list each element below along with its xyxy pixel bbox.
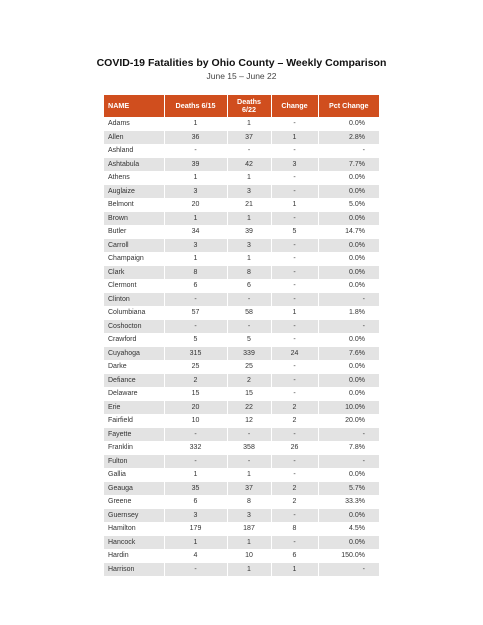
cell-deaths-6-22: - <box>227 144 271 158</box>
cell-pct-change: 0.0% <box>318 266 379 280</box>
cell-pct-change: 14.7% <box>318 225 379 239</box>
cell-change: 1 <box>271 306 318 320</box>
cell-pct-change: 33.3% <box>318 495 379 509</box>
table-row <box>104 306 379 320</box>
header-change: Change <box>271 95 318 117</box>
cell-deaths-6-22: 2 <box>227 374 271 388</box>
cell-deaths-6-22: 39 <box>227 225 271 239</box>
cell-deaths-6-15: 6 <box>164 279 227 293</box>
cell-change: - <box>271 252 318 266</box>
cell-deaths-6-22: - <box>227 455 271 469</box>
cell-pct-change: 7.6% <box>318 347 379 361</box>
cell-change: - <box>271 387 318 401</box>
cell-county-name: Darke <box>104 360 164 374</box>
cell-deaths-6-22: - <box>227 293 271 307</box>
cell-change: 6 <box>271 549 318 563</box>
cell-change: 2 <box>271 482 318 496</box>
table-row <box>104 266 379 280</box>
table-row <box>104 414 379 428</box>
cell-deaths-6-22: 339 <box>227 347 271 361</box>
cell-change: - <box>271 333 318 347</box>
cell-county-name: Defiance <box>104 374 164 388</box>
cell-pct-change: 0.0% <box>318 374 379 388</box>
cell-pct-change: - <box>318 428 379 442</box>
cell-deaths-6-22: 3 <box>227 509 271 523</box>
table-row <box>104 428 379 442</box>
cell-pct-change: - <box>318 320 379 334</box>
cell-deaths-6-22: 1 <box>227 468 271 482</box>
cell-county-name: Hardin <box>104 549 164 563</box>
cell-deaths-6-22: 8 <box>227 495 271 509</box>
table-row <box>104 482 379 496</box>
header-name: NAME <box>104 95 164 117</box>
cell-pct-change: 0.0% <box>318 509 379 523</box>
cell-county-name: Brown <box>104 212 164 226</box>
cell-deaths-6-22: 37 <box>227 131 271 145</box>
cell-deaths-6-15: 15 <box>164 387 227 401</box>
cell-deaths-6-22: 6 <box>227 279 271 293</box>
cell-county-name: Fulton <box>104 455 164 469</box>
cell-pct-change: 0.0% <box>318 185 379 199</box>
cell-pct-change: 0.0% <box>318 468 379 482</box>
table-row <box>104 455 379 469</box>
cell-change: 24 <box>271 347 318 361</box>
cell-deaths-6-15: 3 <box>164 239 227 253</box>
table-row <box>104 279 379 293</box>
cell-pct-change: 150.0% <box>318 549 379 563</box>
cell-county-name: Belmont <box>104 198 164 212</box>
cell-deaths-6-15: - <box>164 455 227 469</box>
cell-change: 5 <box>271 225 318 239</box>
cell-county-name: Cuyahoga <box>104 347 164 361</box>
table-row <box>104 549 379 563</box>
header-deaths-6-15: Deaths 6/15 <box>164 95 227 117</box>
cell-deaths-6-22: 3 <box>227 185 271 199</box>
cell-change: - <box>271 239 318 253</box>
cell-deaths-6-15: 20 <box>164 198 227 212</box>
cell-deaths-6-22: - <box>227 320 271 334</box>
cell-deaths-6-15: - <box>164 293 227 307</box>
table-row <box>104 522 379 536</box>
cell-deaths-6-22: 1 <box>227 212 271 226</box>
cell-deaths-6-15: 35 <box>164 482 227 496</box>
cell-county-name: Geauga <box>104 482 164 496</box>
cell-change: - <box>271 293 318 307</box>
cell-change: - <box>271 455 318 469</box>
cell-deaths-6-22: 22 <box>227 401 271 415</box>
header-deaths-6-22: Deaths 6/22 <box>227 95 271 117</box>
cell-county-name: Allen <box>104 131 164 145</box>
cell-county-name: Erie <box>104 401 164 415</box>
cell-change: 1 <box>271 131 318 145</box>
cell-deaths-6-15: - <box>164 320 227 334</box>
cell-pct-change: - <box>318 563 379 577</box>
cell-change: - <box>271 185 318 199</box>
cell-deaths-6-22: 25 <box>227 360 271 374</box>
cell-deaths-6-15: - <box>164 428 227 442</box>
cell-deaths-6-22: 37 <box>227 482 271 496</box>
cell-county-name: Crawford <box>104 333 164 347</box>
cell-pct-change: 10.0% <box>318 401 379 415</box>
cell-deaths-6-22: 1 <box>227 563 271 577</box>
cell-deaths-6-22: 8 <box>227 266 271 280</box>
table-body <box>104 117 379 576</box>
cell-change: 2 <box>271 401 318 415</box>
header-row <box>104 95 379 117</box>
table-row <box>104 495 379 509</box>
cell-pct-change: 4.5% <box>318 522 379 536</box>
table-row <box>104 293 379 307</box>
table-row <box>104 320 379 334</box>
table-row <box>104 563 379 577</box>
cell-county-name: Hancock <box>104 536 164 550</box>
cell-deaths-6-15: 332 <box>164 441 227 455</box>
cell-county-name: Hamilton <box>104 522 164 536</box>
cell-pct-change: 0.0% <box>318 239 379 253</box>
table-row <box>104 374 379 388</box>
cell-deaths-6-15: 25 <box>164 360 227 374</box>
cell-deaths-6-22: 21 <box>227 198 271 212</box>
table-row <box>104 333 379 347</box>
cell-deaths-6-22: 1 <box>227 171 271 185</box>
table-row <box>104 360 379 374</box>
cell-pct-change: 5.7% <box>318 482 379 496</box>
cell-deaths-6-22: 10 <box>227 549 271 563</box>
cell-county-name: Franklin <box>104 441 164 455</box>
cell-change: - <box>271 266 318 280</box>
cell-change: 2 <box>271 495 318 509</box>
cell-pct-change: 0.0% <box>318 171 379 185</box>
cell-deaths-6-15: 36 <box>164 131 227 145</box>
cell-change: 8 <box>271 522 318 536</box>
cell-deaths-6-22: 12 <box>227 414 271 428</box>
cell-deaths-6-15: 1 <box>164 117 227 131</box>
cell-pct-change: 7.7% <box>318 158 379 172</box>
table-row <box>104 144 379 158</box>
cell-county-name: Clinton <box>104 293 164 307</box>
table-row <box>104 158 379 172</box>
cell-county-name: Butler <box>104 225 164 239</box>
cell-pct-change: 1.8% <box>318 306 379 320</box>
cell-change: - <box>271 536 318 550</box>
cell-county-name: Columbiana <box>104 306 164 320</box>
cell-deaths-6-15: 3 <box>164 185 227 199</box>
cell-county-name: Auglaize <box>104 185 164 199</box>
cell-deaths-6-15: 1 <box>164 212 227 226</box>
table-row <box>104 536 379 550</box>
table-row <box>104 252 379 266</box>
cell-deaths-6-22: 3 <box>227 239 271 253</box>
cell-deaths-6-15: 6 <box>164 495 227 509</box>
document-title: COVID-19 Fatalities by Ohio County – Weekly Comparison <box>96 57 387 69</box>
cell-county-name: Ashland <box>104 144 164 158</box>
table-row <box>104 185 379 199</box>
cell-deaths-6-15: 57 <box>164 306 227 320</box>
cell-deaths-6-15: 1 <box>164 171 227 185</box>
table-row <box>104 401 379 415</box>
cell-change: - <box>271 509 318 523</box>
fatalities-table <box>104 95 379 576</box>
cell-deaths-6-22: 1 <box>227 117 271 131</box>
cell-county-name: Fayette <box>104 428 164 442</box>
cell-deaths-6-15: 2 <box>164 374 227 388</box>
cell-pct-change: 0.0% <box>318 279 379 293</box>
cell-change: 1 <box>271 198 318 212</box>
table-row <box>104 212 379 226</box>
cell-pct-change: 2.8% <box>318 131 379 145</box>
cell-county-name: Carroll <box>104 239 164 253</box>
cell-deaths-6-15: 315 <box>164 347 227 361</box>
cell-pct-change: 0.0% <box>318 212 379 226</box>
cell-change: 26 <box>271 441 318 455</box>
header-pct-change: Pct Change <box>318 95 379 117</box>
cell-deaths-6-15: 39 <box>164 158 227 172</box>
table-row <box>104 509 379 523</box>
cell-change: 2 <box>271 414 318 428</box>
cell-county-name: Champaign <box>104 252 164 266</box>
cell-change: - <box>271 374 318 388</box>
cell-deaths-6-15: 4 <box>164 549 227 563</box>
cell-deaths-6-15: - <box>164 563 227 577</box>
cell-deaths-6-15: 1 <box>164 536 227 550</box>
cell-change: 1 <box>271 563 318 577</box>
cell-change: - <box>271 320 318 334</box>
cell-deaths-6-15: 34 <box>164 225 227 239</box>
table-row <box>104 441 379 455</box>
cell-deaths-6-15: 1 <box>164 468 227 482</box>
cell-pct-change: 5.0% <box>318 198 379 212</box>
cell-deaths-6-22: 358 <box>227 441 271 455</box>
table-row <box>104 387 379 401</box>
cell-pct-change: 0.0% <box>318 360 379 374</box>
cell-deaths-6-22: 1 <box>227 252 271 266</box>
cell-deaths-6-15: 10 <box>164 414 227 428</box>
table-row <box>104 198 379 212</box>
cell-change: - <box>271 279 318 293</box>
cell-deaths-6-15: 20 <box>164 401 227 415</box>
cell-pct-change: 0.0% <box>318 333 379 347</box>
table-row <box>104 239 379 253</box>
cell-deaths-6-22: 1 <box>227 536 271 550</box>
cell-county-name: Gallia <box>104 468 164 482</box>
cell-pct-change: - <box>318 144 379 158</box>
table-row <box>104 347 379 361</box>
cell-deaths-6-15: 5 <box>164 333 227 347</box>
table-header <box>104 95 379 117</box>
cell-deaths-6-15: 1 <box>164 252 227 266</box>
cell-change: - <box>271 212 318 226</box>
cell-deaths-6-22: 5 <box>227 333 271 347</box>
cell-pct-change: - <box>318 455 379 469</box>
cell-deaths-6-15: 3 <box>164 509 227 523</box>
cell-change: - <box>271 360 318 374</box>
cell-pct-change: 20.0% <box>318 414 379 428</box>
table-row <box>104 131 379 145</box>
cell-change: - <box>271 144 318 158</box>
cell-deaths-6-22: 15 <box>227 387 271 401</box>
cell-county-name: Adams <box>104 117 164 131</box>
cell-deaths-6-15: 179 <box>164 522 227 536</box>
date-range-subtitle: June 15 – June 22 <box>206 71 277 81</box>
cell-deaths-6-15: 8 <box>164 266 227 280</box>
cell-county-name: Clark <box>104 266 164 280</box>
cell-pct-change: - <box>318 293 379 307</box>
table-row <box>104 117 379 131</box>
cell-change: 3 <box>271 158 318 172</box>
table-row <box>104 171 379 185</box>
cell-county-name: Delaware <box>104 387 164 401</box>
cell-county-name: Fairfield <box>104 414 164 428</box>
cell-change: - <box>271 468 318 482</box>
cell-change: - <box>271 428 318 442</box>
cell-pct-change: 0.0% <box>318 536 379 550</box>
cell-change: - <box>271 171 318 185</box>
cell-county-name: Athens <box>104 171 164 185</box>
cell-pct-change: 7.8% <box>318 441 379 455</box>
cell-county-name: Clermont <box>104 279 164 293</box>
cell-pct-change: 0.0% <box>318 387 379 401</box>
cell-deaths-6-22: - <box>227 428 271 442</box>
cell-deaths-6-15: - <box>164 144 227 158</box>
cell-county-name: Greene <box>104 495 164 509</box>
cell-deaths-6-22: 187 <box>227 522 271 536</box>
cell-deaths-6-22: 42 <box>227 158 271 172</box>
cell-deaths-6-22: 58 <box>227 306 271 320</box>
table-row <box>104 225 379 239</box>
table-row <box>104 468 379 482</box>
cell-county-name: Ashtabula <box>104 158 164 172</box>
cell-pct-change: 0.0% <box>318 252 379 266</box>
cell-change: - <box>271 117 318 131</box>
cell-county-name: Guernsey <box>104 509 164 523</box>
cell-county-name: Coshocton <box>104 320 164 334</box>
cell-pct-change: 0.0% <box>318 117 379 131</box>
cell-county-name: Harrison <box>104 563 164 577</box>
